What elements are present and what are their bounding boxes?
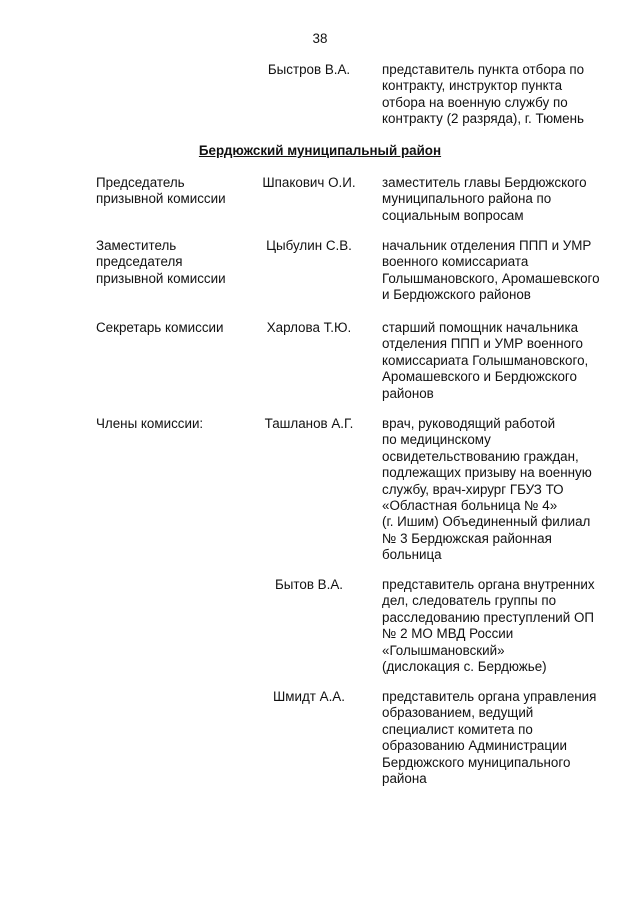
description-line: отбора на военную службу по: [382, 94, 568, 110]
description-line: контракту (2 разряда), г. Тюмень: [382, 111, 585, 127]
role-line: призывной комиссии: [96, 191, 226, 207]
role-line: председателя: [96, 254, 183, 270]
description-line: представитель органа внутренних: [382, 577, 595, 592]
description-line: образованием, ведущий: [382, 705, 534, 721]
description-line: подлежащих призыву на военную: [382, 465, 592, 481]
role-line: Секретарь комиссии: [96, 320, 224, 335]
description-line: заместитель главы Бердюжского: [382, 175, 587, 190]
member-description: [382, 689, 622, 787]
description-line: начальник отделения ППП и УМР: [382, 238, 592, 253]
member-name: Бытов В.А.: [275, 577, 343, 592]
description-line: районов: [382, 385, 434, 401]
member-name: Харлова Т.Ю.: [266, 320, 352, 335]
member-role: [96, 416, 246, 432]
description-line: больница: [382, 547, 442, 563]
description-line: представитель органа управления: [382, 689, 597, 704]
member-description: [382, 62, 622, 128]
description-line: службу, врач-хирург ГБУЗ ТО: [382, 481, 564, 497]
description-line: по медицинскому: [382, 432, 491, 448]
section-title-text: Бердюжский муниципальный район: [198, 143, 442, 158]
description-line: № 3 Бердюжская районная: [382, 530, 552, 546]
member-role: [96, 238, 246, 287]
role-line: призывной комиссии: [96, 270, 226, 286]
member-description: [382, 416, 622, 564]
description-line: Аромашевского и Бердюжского: [382, 369, 577, 385]
member-description: [382, 238, 622, 304]
role-line: Заместитель: [96, 238, 177, 253]
member-role: [96, 320, 246, 336]
description-line: (г. Ишим) Объединенный филиал: [382, 514, 591, 530]
member-name: Быстров В.А.: [267, 62, 351, 77]
description-line: и Бердюжского районов: [382, 287, 531, 303]
member-role: [96, 175, 246, 208]
member-name: Шмидт А.А.: [273, 689, 345, 704]
description-line: района: [382, 771, 427, 787]
member-description: [382, 175, 622, 224]
member-name: Ташланов А.Г.: [264, 416, 354, 431]
member-name: Шпакович О.И.: [262, 175, 356, 190]
section-title: [0, 143, 640, 159]
role-line: Члены комиссии:: [96, 416, 204, 431]
description-line: № 2 МО МВД России: [382, 626, 514, 642]
description-line: «Областная больница № 4»: [382, 498, 558, 514]
description-line: дел, следователь группы по: [382, 593, 557, 609]
description-line: старший помощник начальника: [382, 320, 579, 335]
page-number: 38: [312, 31, 328, 46]
description-line: Голышмановского, Аромашевского: [382, 270, 600, 286]
description-line: врач, руководящий работой: [382, 416, 556, 431]
description-line: муниципального района по: [382, 191, 552, 207]
description-line: контракту, инструктор пункта: [382, 78, 563, 94]
description-line: комиссариата Голышмановского,: [382, 352, 589, 368]
description-line: образованию Администрации: [382, 738, 568, 754]
member-description: [382, 320, 622, 402]
description-line: освидетельствованию граждан,: [382, 448, 579, 464]
description-line: представитель пункта отбора по: [382, 62, 585, 77]
description-line: социальным вопросам: [382, 207, 524, 223]
member-name: Цыбулин С.В.: [266, 238, 352, 253]
description-line: Бердюжского муниципального: [382, 754, 571, 770]
description-line: (дислокация с. Бердюжье): [382, 659, 547, 675]
description-line: «Голышмановский»: [382, 642, 505, 658]
description-line: расследованию преступлений ОП: [382, 609, 595, 625]
member-description: [382, 577, 622, 675]
description-line: военного комиссариата: [382, 254, 529, 270]
description-line: отделения ППП и УМР военного: [382, 336, 584, 352]
role-line: Председатель: [96, 175, 185, 190]
description-line: специалист комитета по: [382, 721, 533, 737]
